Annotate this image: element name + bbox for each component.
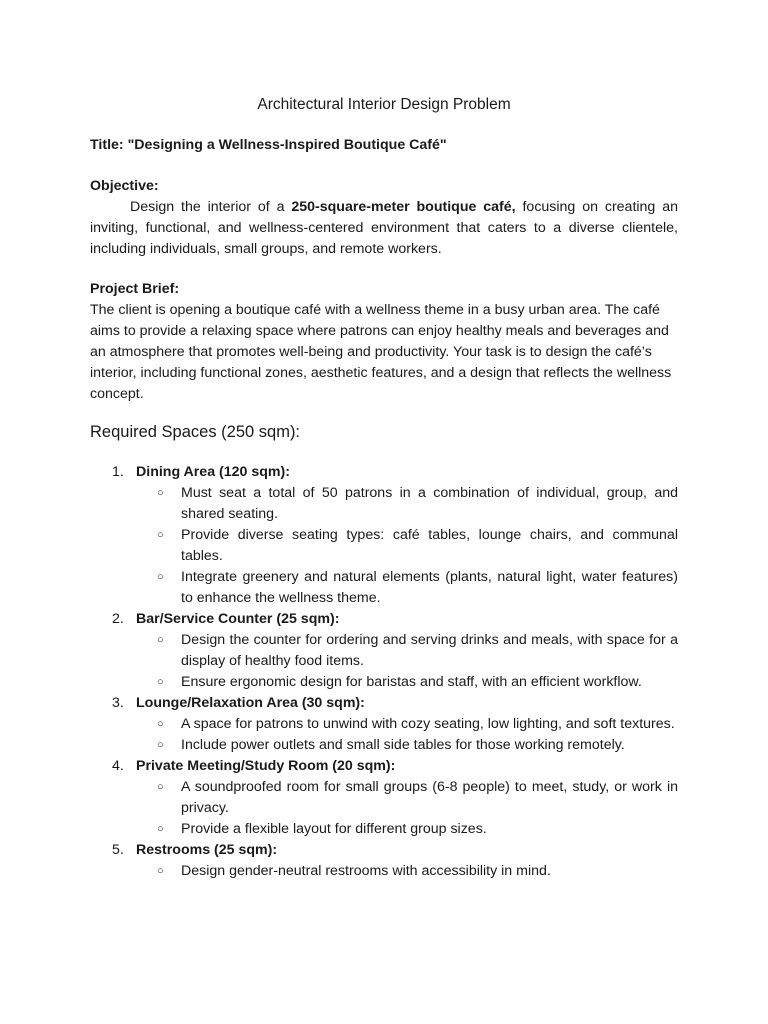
required-spaces-list [0, 462, 768, 882]
space-requirement [0, 735, 678, 756]
hollow-bullet-icon: ○ [157, 634, 164, 646]
requirement-text: Provide diverse seating types: café tables, lounge chairs, and communal tables. [181, 527, 678, 564]
space-requirement [0, 672, 678, 693]
objective-heading: Objective: [90, 178, 159, 194]
hollow-bullet-icon: ○ [157, 571, 164, 583]
space-requirement [0, 777, 678, 819]
requirement-text: Ensure ergonomic design for baristas and staff, with an efficient workflow. [181, 674, 642, 690]
document-title: Architectural Interior Design Problem [257, 96, 511, 113]
space-requirement [0, 714, 678, 735]
requirement-text: Integrate greenery and natural elements (plants, natural light, water features) to enhance the wellness theme. [181, 569, 678, 606]
space-label: Private Meeting/Study Room (20 sqm): [136, 758, 396, 774]
hollow-bullet-icon: ○ [157, 823, 164, 835]
space-number: 1. [112, 464, 124, 480]
hollow-bullet-icon: ○ [157, 676, 164, 688]
requirement-text: Provide a flexible layout for different group sizes. [181, 821, 487, 837]
space-requirement [0, 861, 678, 882]
space-item [0, 693, 768, 714]
space-requirement [0, 525, 678, 567]
objective-text-start: Design the interior of a [130, 199, 292, 215]
requirement-text: Design the counter for ordering and serving drinks and meals, with space for a display of healthy food items. [181, 632, 678, 669]
objective-text-end: focusing on creating an inviting, functional, and wellness-centered environment that caters to a diverse clientele, including individuals, small groups, and remote workers. [90, 199, 678, 257]
space-number: 5. [112, 842, 124, 858]
space-item [0, 756, 768, 777]
hollow-bullet-icon: ○ [157, 739, 164, 751]
requirement-text: A soundproofed room for small groups (6-8 people) to meet, study, or work in privacy. [181, 779, 678, 816]
hollow-bullet-icon: ○ [157, 865, 164, 877]
space-requirement [0, 819, 678, 840]
project-brief-heading: Project Brief: [90, 281, 180, 297]
space-requirement [0, 630, 678, 672]
space-item [0, 609, 768, 630]
objective-text-bold: 250-square-meter boutique café, [291, 199, 516, 215]
space-requirement [0, 567, 678, 609]
space-item [0, 840, 768, 861]
space-label: Dining Area (120 sqm): [136, 464, 290, 480]
space-number: 3. [112, 695, 124, 711]
hollow-bullet-icon: ○ [157, 718, 164, 730]
space-requirement [0, 483, 678, 525]
space-number: 4. [112, 758, 124, 774]
space-label: Lounge/Relaxation Area (30 sqm): [136, 695, 365, 711]
hollow-bullet-icon: ○ [157, 781, 164, 793]
required-spaces-heading: Required Spaces (250 sqm): [90, 423, 301, 441]
requirement-text: Must seat a total of 50 patrons in a combination of individual, group, and shared seating. [181, 485, 678, 522]
requirement-text: A space for patrons to unwind with cozy seating, low lighting, and soft textures. [181, 716, 675, 732]
project-title: Title: "Designing a Wellness-Inspired Boutique Café" [90, 137, 447, 153]
objective-paragraph [90, 197, 678, 260]
space-label: Bar/Service Counter (25 sqm): [136, 611, 340, 627]
requirement-text: Design gender-neutral restrooms with accessibility in mind. [181, 863, 551, 879]
requirement-text: Include power outlets and small side tables for those working remotely. [181, 737, 625, 753]
space-item [0, 462, 768, 483]
space-label: Restrooms (25 sqm): [136, 842, 278, 858]
space-number: 2. [112, 611, 124, 627]
hollow-bullet-icon: ○ [157, 487, 164, 499]
hollow-bullet-icon: ○ [157, 529, 164, 541]
project-brief-paragraph: The client is opening a boutique café with a wellness theme in a busy urban area. The café aims to provide a relaxing space where patrons can enjoy healthy meals and beverages and an atmosphere that promotes well-being and productivity. Your task is to design the café’s interior, including functional zones, aesthetic features, and a design that reflects the wellness concept. [90, 302, 672, 402]
